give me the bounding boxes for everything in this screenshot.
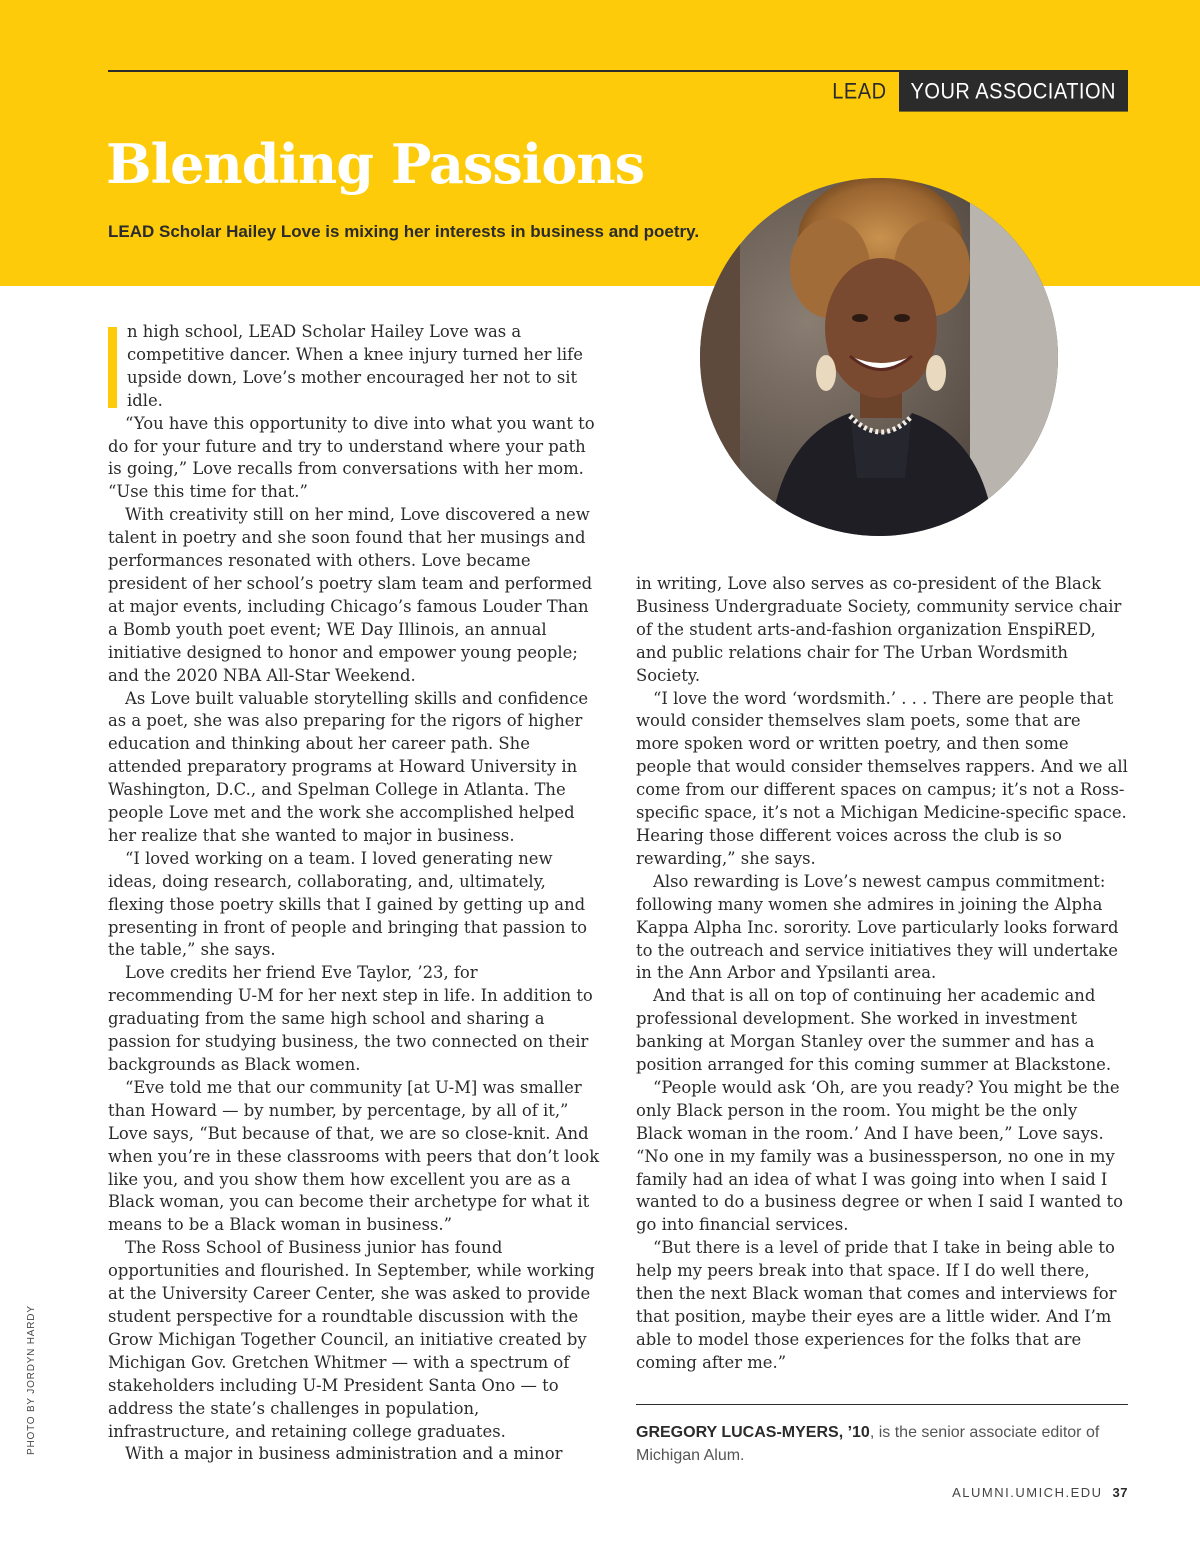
article-column-right bbox=[636, 573, 1128, 1375]
portrait-photo bbox=[700, 178, 1058, 536]
paragraph: The Ross School of Business junior has found opportunities and flourished. In September, while working at the University Career Center, she was asked to provide student perspective for a roundtable discussion with the Grow Michigan Together Council, an initiative created by Michigan Gov. Gretchen Whitmer — with a spectrum of stakeholders including U-M President Santa Ono — to address the state’s challenges in population, infrastructure, and retaining college graduates. bbox=[108, 1238, 595, 1441]
article-title: Blending Passions bbox=[106, 132, 645, 196]
author-byline bbox=[636, 1421, 1136, 1467]
paragraph: “I love the word ‘wordsmith.’ . . . There are people that would consider themselves slam poets, some that are more spoken word or written poetry, and then some people that would consider themselves rappers. And we all come from our different spaces on campus; it’s not a Ross-specific space, it’s not a Michigan Medicine-specific space. Hearing those different voices across the club is so rewarding,” she says. bbox=[636, 688, 1128, 868]
site-url: ALUMNI.UMICH.EDU bbox=[952, 1485, 1103, 1500]
paragraph: As Love built valuable storytelling skills and confidence as a poet, she was also preparing for the rigors of higher education and thinking about her career path. She attended preparatory programs at Howard University in Washington, D.C., and Spelman College in Atlanta. The people Love met and the work she accomplished helped her realize that she wanted to major in business. bbox=[108, 688, 589, 845]
page-number: 37 bbox=[1112, 1485, 1128, 1500]
paragraph: in writing, Love also serves as co-president of the Black Business Undergraduate Society, community service chair of the student arts-and-fashion organization EnspiRED, and public relations chair for The Urban Wordsmith Society. bbox=[636, 574, 1122, 685]
author-name: GREGORY LUCAS-MYERS, ’10 bbox=[636, 1424, 870, 1441]
byline-divider bbox=[636, 1404, 1128, 1405]
paragraph: n high school, LEAD Scholar Hailey Love was a competitive dancer. When a knee injury turned her life upside down, Love’s mother encouraged her not to sit idle. bbox=[127, 322, 583, 410]
page-footer bbox=[952, 1485, 1128, 1500]
category-text: YOUR ASSOCIATION bbox=[910, 79, 1116, 104]
paragraph: “I loved working on a team. I loved generating new ideas, doing research, collaborating, and, ultimately, flexing those poetry skills that I gained by getting up and presenting in front of people and bringing that passion to the table,” she says. bbox=[108, 848, 588, 960]
photo-credit: PHOTO BY JORDYN HARDY bbox=[26, 1305, 37, 1455]
paragraph: With a major in business administration and a minor bbox=[125, 1444, 563, 1464]
paragraph: “You have this opportunity to dive into what you want to do for your future and try to understand where your path is going,” Love recalls from conversations with her mom. “Use this time for that.” bbox=[108, 413, 595, 502]
author-description: , is the senior associate editor of Michigan Alum. bbox=[636, 1424, 1100, 1464]
category-label bbox=[899, 72, 1128, 112]
paragraph: “People would ask ‘Oh, are you ready? You might be the only Black person in the room. You might be the only Black woman in the room.’ And I have been,” Love says. “No one in my family was a businessperson, no one in my family had an idea of what I was going into when I said I wanted to do a business degree or when I said I wanted to go into financial services. bbox=[636, 1077, 1123, 1235]
paragraph: And that is all on top of continuing her academic and professional development. She worked in investment banking at Morgan Stanley over the summer and has a position arranged for this coming summer at Blackstone. bbox=[636, 986, 1112, 1075]
paragraph: With creativity still on her mind, Love discovered a new talent in poetry and she soon found that her musings and performances resonated with others. Love became president of her school’s poetry slam team and performed at major events, including Chicago’s famous Louder Than a Bomb youth poet event; WE Day Illinois, an annual initiative designed to honor and empower young people; and the 2020 NBA All-Star Weekend. bbox=[108, 505, 593, 685]
article-subtitle: LEAD Scholar Hailey Love is mixing her interests in business and poetry. bbox=[108, 222, 700, 241]
paragraph: Also rewarding is Love’s newest campus commitment: following many women she admires in joining the Alpha Kappa Alpha Inc. sorority. Love particularly looks forward to the outreach and service initiatives they will undertake in the Ann Arbor and Ypsilanti area. bbox=[636, 871, 1119, 983]
paragraph: “But there is a level of pride that I take in being able to help my peers break into that space. If I do well there, then the next Black woman that comes and interviews for that position, maybe their eyes are a little wider. And I’m able to model those experiences for the folks that are coming after me.” bbox=[636, 1238, 1117, 1372]
section-label: LEAD bbox=[832, 79, 887, 104]
portrait-illustration bbox=[700, 178, 1058, 536]
article-column-left bbox=[108, 321, 600, 1466]
paragraph: “Eve told me that our community [at U-M] was smaller than Howard — by number, by percentage, by all of it,” Love says, “But because of that, we are so close-knit. And when you’re in these classrooms with peers that don’t look like you, and you show them how excellent you are as a Black woman, you can become their archetype for what it means to be a Black woman in business.” bbox=[108, 1077, 600, 1235]
paragraph: Love credits her friend Eve Taylor, ’23, for recommending U-M for her next step in life. In addition to graduating from the same high school and sharing a passion for studying business, the two connected on their backgrounds as Black women. bbox=[108, 963, 593, 1074]
section-tag bbox=[820, 72, 1128, 112]
